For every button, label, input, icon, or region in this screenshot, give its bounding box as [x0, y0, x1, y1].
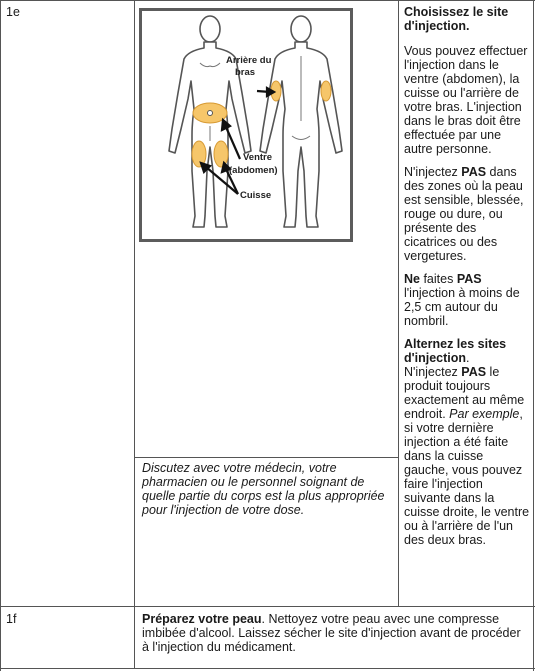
table-border-right [533, 0, 534, 671]
avoid-areas-text: N'injectez PAS dans des zones où la peau est sensible, blessée, rouge ou dure, ou présente des cicatrices ou des vergetures. [404, 165, 524, 263]
back-right-arm-zone [321, 81, 331, 101]
row-divider [0, 606, 535, 607]
back-head [291, 16, 311, 42]
step-number-1e: 1e [6, 5, 20, 19]
label-arm-line2: bras [235, 67, 256, 78]
step-1e-instructions [404, 5, 531, 547]
body-diagram [142, 11, 350, 239]
rotate-sites-text: Alternez les sites d'injection. N'injectez PAS le produit toujours exactement au même endroit. Par exemple, si votre dernière injection a été faite dans la cuisse gauche, vous pouvez faire l'injection suivante dans la cuisse droite, le ventre ou à l'arrière de l'un des deux bras. [404, 337, 530, 547]
label-arm-line1: Arrière du [226, 55, 272, 66]
label-abdomen-line1: Ventre [243, 152, 273, 163]
step-1f-instructions: Préparez votre peau. Nettoyez votre peau avec une compresse imbibée d'alcool. Laissez sécher le site d'injection avant de procéder à l'injection du médicament. [142, 612, 521, 655]
column-divider-2 [398, 0, 399, 606]
table-border-bottom [0, 668, 535, 669]
navel-icon [208, 111, 213, 116]
injection-sites-figure [139, 8, 353, 242]
figure-caption-divider [134, 457, 399, 458]
label-abdomen-line2: (abdomen) [229, 165, 278, 176]
table-border-top [0, 0, 535, 1]
table-border-left [0, 0, 1, 671]
step-number-1f: 1f [6, 612, 17, 626]
right-thigh-zone [214, 141, 228, 167]
label-thigh: Cuisse [240, 190, 272, 201]
column-divider-1 [134, 0, 135, 669]
abdomen-arrowhead-icon [222, 120, 230, 130]
section-heading: Choisissez le site d'injection. [404, 5, 509, 33]
figure-caption: Discutez avec votre médecin, votre pharmacien ou le personnel soignant de quelle partie du corps est la plus appropriée pour l'injection de votre dose. [142, 461, 385, 518]
navel-warning-text: Ne faites PAS l'injection à moins de 2,5 cm autour du nombril. [404, 272, 520, 328]
injection-locations-text: Vous pouvez effectuer l'injection dans le ventre (abdomen), la cuisse ou l'arrière de votre bras. L'injection dans le bras doit être effectuée par une autre personne. [404, 44, 528, 156]
front-head [200, 16, 220, 42]
